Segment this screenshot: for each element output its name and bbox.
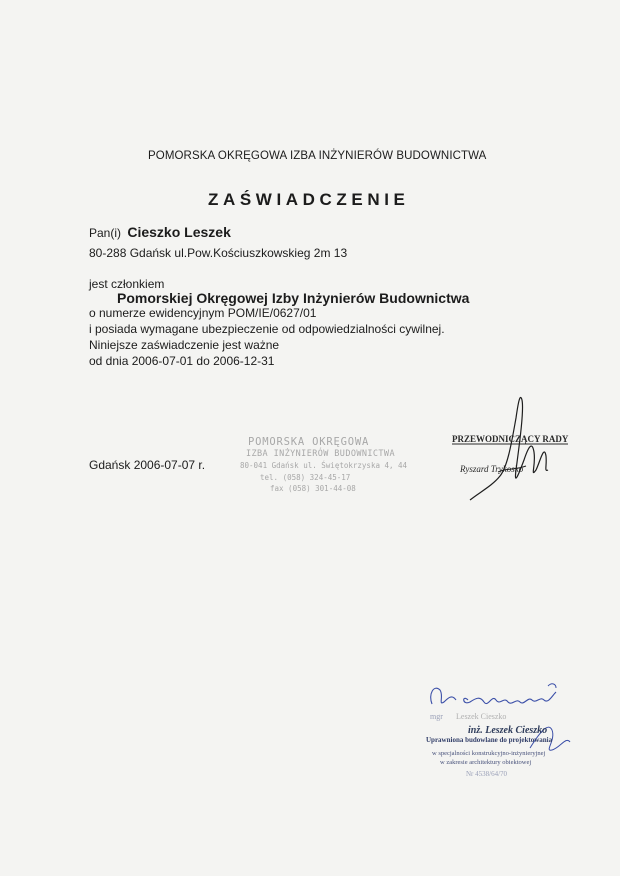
validity-line: Niniejsze zaświadczenie jest ważne (89, 338, 280, 352)
org-stamp-phone: tel. (058) 324-45-17 (260, 473, 351, 482)
registry-number-line: o numerze ewidencyjnym POM/IE/0627/01 (89, 306, 317, 320)
org-stamp-line1: POMORSKA OKRĘGOWA (248, 436, 370, 448)
person-prefix: Pan(i) (89, 226, 122, 240)
place-date: Gdańsk 2006-07-07 r. (89, 458, 206, 472)
certification-stamp (418, 712, 578, 802)
cert-stamp-number: Nr 4538/64/70 (466, 770, 508, 778)
certification-accent (548, 684, 556, 688)
cert-stamp-title: mgr (430, 712, 443, 721)
person-name: Cieszko Leszek (127, 224, 231, 240)
organization-header: POMORSKA OKRĘGOWA IZBA INŻYNIERÓW BUDOWNICTWA (148, 150, 487, 162)
person-address: 80-288 Gdańsk ul.Pow.Kościuszkowskieg 2m 13 (89, 246, 348, 260)
chamber-name: Pomorskiej Okręgowej Izby Inżynierów Budownictwa (117, 290, 470, 306)
certification-handwritten-text (430, 690, 504, 705)
cert-stamp-specialty-2: w zakresie architektury obiektowej (440, 759, 532, 766)
validity-period: od dnia 2006-07-01 do 2006-12-31 (89, 354, 275, 368)
cert-stamp-faded-name: Leszek Cieszko (456, 712, 507, 721)
document-title: ZAŚWIADCZENIE (208, 190, 410, 209)
chairman-name: Ryszard Trykosko (460, 464, 524, 474)
cert-stamp-name: inż. Leszek Cieszko (468, 725, 548, 736)
cert-stamp-specialty-1: w specjalności konstrukcyjno-inżynieryjnej (432, 750, 546, 757)
org-stamp-fax: fax (058) 301-44-08 (270, 484, 356, 493)
signature-stroke (498, 466, 526, 472)
org-stamp-address: 80-041 Gdańsk ul. Świętokrzyska 4, 44 (240, 461, 408, 470)
member-label: jest członkiem (89, 277, 165, 291)
insurance-line: i posiada wymagane ubezpieczenie od odpowiedzialności cywilnej. (89, 322, 445, 336)
cert-stamp-license: Uprawniona budowlane do projektowania (426, 736, 553, 744)
chairman-title: PRZEWODNICZĄCY RADY (452, 434, 569, 444)
chairman-signature (470, 397, 548, 500)
org-stamp-line2: IZBA INŻYNIERÓW BUDOWNICTWA (246, 449, 395, 459)
